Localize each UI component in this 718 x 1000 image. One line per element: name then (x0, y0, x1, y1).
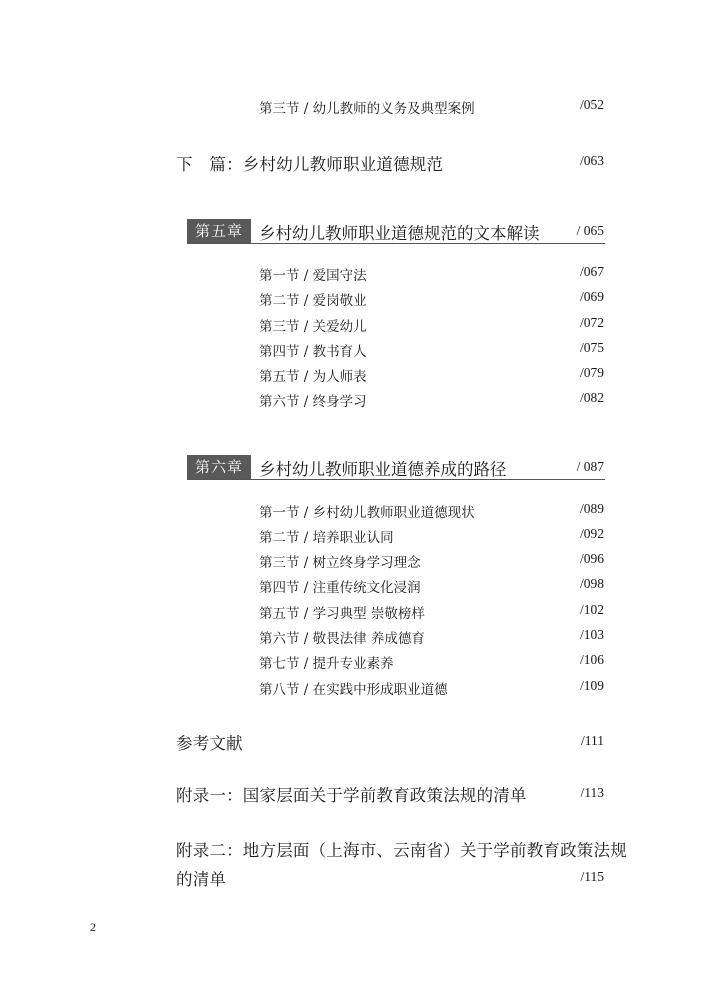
toc-page-number: /102 (579, 602, 604, 617)
chapter-page-number: / 087 (576, 459, 604, 474)
toc-page-number: /106 (579, 652, 604, 667)
toc-page-number: /098 (579, 576, 604, 591)
toc-page-number: /079 (579, 365, 604, 380)
toc-section: 第六节 / 终身学习 (259, 394, 367, 410)
chapter-title: 乡村幼儿教师职业道德养成的路径 (259, 460, 507, 479)
chapter-title: 乡村幼儿教师职业道德规范的文本解读 (259, 224, 540, 243)
chapter-badge: 第六章 (187, 455, 251, 479)
toc-section: 第二节 / 爱岗敬业 (259, 293, 367, 309)
toc-section: 第五节 / 学习典型 崇敬榜样 (259, 606, 425, 622)
toc-page-number: /075 (579, 340, 604, 355)
toc-section-3-ch4: 第三节 / 幼儿教师的义务及典型案例 (259, 101, 475, 117)
appendix2-heading-line1: 附录二：地方层面（上海市、云南省）关于学前教育政策法规 (176, 841, 627, 860)
appendix1-heading: 附录一：国家层面关于学前教育政策法规的清单 (176, 786, 527, 805)
toc-page-number: /082 (579, 390, 604, 405)
toc-section: 第一节 / 爱国守法 (259, 268, 367, 284)
toc-section: 第七节 / 提升专业素养 (259, 656, 394, 672)
references-page-number: /111 (581, 733, 604, 748)
toc-page-number: /109 (579, 678, 604, 693)
toc-section: 第二节 / 培养职业认同 (259, 530, 394, 546)
toc-section: 第五节 / 为人师表 (259, 369, 367, 385)
toc-section: 第三节 / 关爱幼儿 (259, 319, 367, 335)
appendix2-heading-line2: 的清单 (176, 870, 227, 889)
toc-section: 第八节 / 在实践中形成职业道德 (259, 682, 448, 698)
page-number: 2 (90, 920, 96, 934)
toc-section: 第一节 / 乡村幼儿教师职业道德现状 (259, 505, 475, 521)
toc-section: 第四节 / 注重传统文化浸润 (259, 580, 421, 596)
toc-page-number: /072 (579, 315, 604, 330)
chapter-page-number: / 065 (576, 223, 604, 238)
toc-section: 第三节 / 树立终身学习理念 (259, 555, 421, 571)
part-heading: 下 篇：乡村幼儿教师职业道德规范 (176, 155, 444, 174)
toc-page-number: /069 (579, 289, 604, 304)
appendix1-page-number: /113 (580, 785, 604, 800)
toc-page-number: /092 (579, 526, 604, 541)
chapter-rule (187, 243, 605, 244)
toc-page-number: /052 (579, 97, 604, 112)
chapter-badge: 第五章 (187, 219, 251, 243)
toc-page-number: /103 (579, 627, 604, 642)
part-page-number: /063 (579, 153, 604, 168)
toc-section: 第六节 / 敬畏法律 养成德育 (259, 631, 425, 647)
toc-page-number: /089 (579, 501, 604, 516)
toc-section: 第四节 / 教书育人 (259, 344, 367, 360)
chapter-rule (187, 479, 605, 480)
appendix2-page-number: /115 (580, 869, 604, 884)
toc-page-number: /067 (579, 264, 604, 279)
references-heading: 参考文献 (176, 734, 243, 753)
toc-page-number: /096 (579, 551, 604, 566)
